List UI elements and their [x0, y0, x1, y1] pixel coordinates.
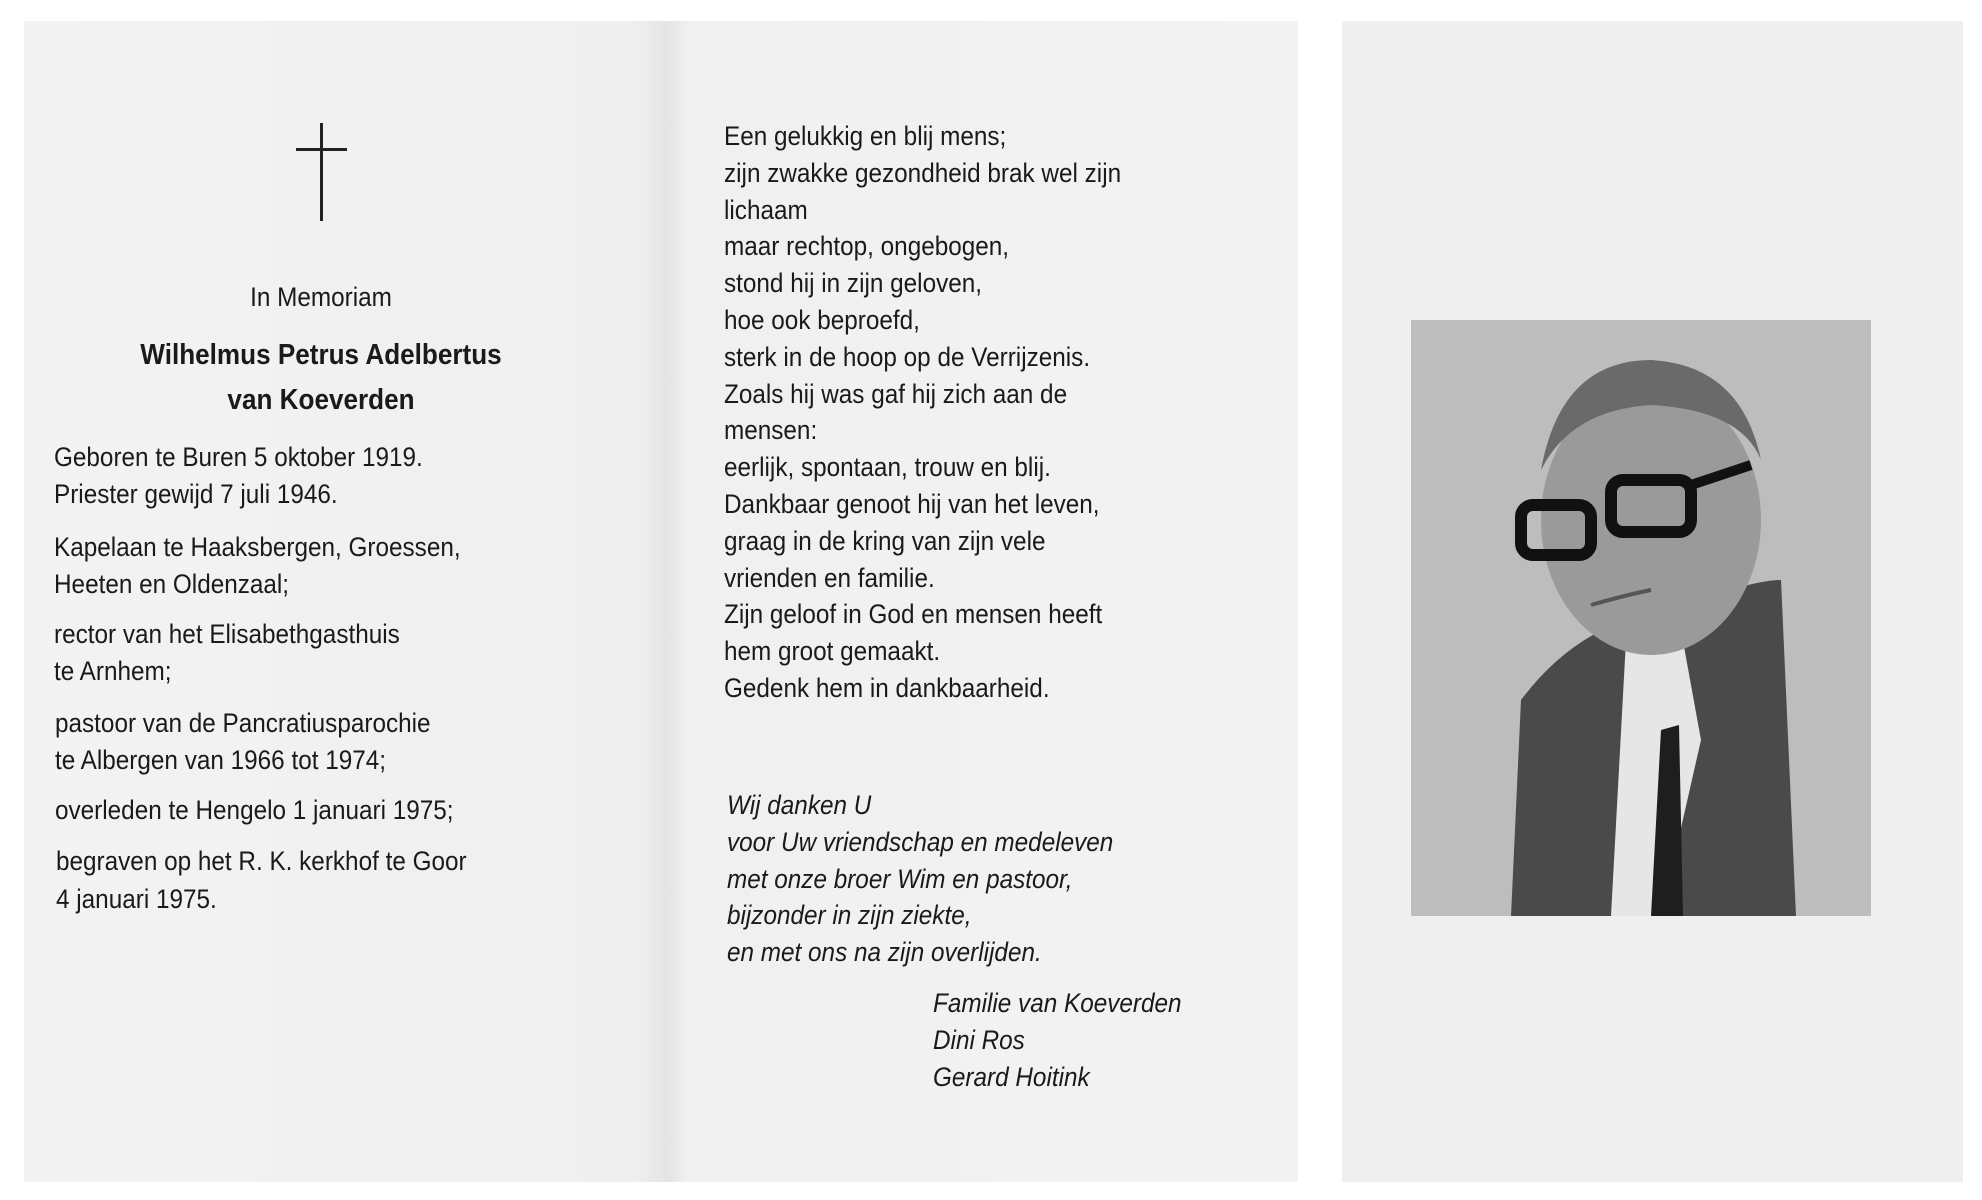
bio-line: begraven op het R. K. kerkhof te Goor — [56, 846, 467, 876]
poem-line: sterk in de hoop op de Verrijzenis. — [724, 341, 1091, 372]
bio-line: 4 januari 1975. — [56, 884, 217, 914]
signatures-line: Familie van Koeverden — [933, 988, 1182, 1018]
thanks-line: bijzonder in zijn ziekte, — [727, 900, 972, 931]
thanks-line: voor Uw vriendschap en medeleven — [727, 826, 1114, 857]
poem-line: lichaam — [724, 194, 808, 225]
bio-line: overleden te Hengelo 1 januari 1975; — [55, 795, 454, 825]
poem-line: zijn zwakke gezondheid brak wel zijn — [724, 157, 1122, 188]
portrait-photo — [1411, 320, 1871, 916]
bio-line: Geboren te Buren 5 oktober 1919. — [54, 442, 423, 472]
poem-line: maar rechtop, ongebogen, — [724, 231, 1010, 262]
bio-line: Kapelaan te Haaksbergen, Groessen, — [54, 532, 461, 562]
deceased-name-line1: Wilhelmus Petrus Adelbertus — [140, 339, 502, 371]
poem-line: Zoals hij was gaf hij zich aan de — [724, 378, 1068, 409]
thanks-line: Wij danken U — [727, 790, 872, 820]
cross-icon-bar — [296, 148, 347, 151]
poem-line: Zijn geloof in God en mensen heeft — [724, 599, 1103, 630]
poem-line: hem groot gemaakt. — [724, 636, 941, 667]
poem-line: vrienden en familie. — [724, 562, 935, 593]
cross-icon — [320, 123, 323, 221]
in-memoriam-heading: In Memoriam — [250, 282, 392, 312]
poem-line: graag in de kring van zijn vele — [724, 525, 1046, 556]
bio-line: te Albergen van 1966 tot 1974; — [55, 745, 387, 775]
bio-line: Heeten en Oldenzaal; — [54, 569, 290, 599]
bio-line: pastoor van de Pancratiusparochie — [55, 708, 431, 738]
bio-line: te Arnhem; — [54, 656, 172, 686]
poem-line: stond hij in zijn geloven, — [724, 268, 983, 299]
poem-line: Een gelukkig en blij mens; — [724, 121, 1007, 151]
poem-line: hoe ook beproefd, — [724, 305, 920, 335]
bio-line: Priester gewijd 7 juli 1946. — [54, 479, 338, 509]
deceased-name-line2: van Koeverden — [227, 384, 415, 416]
poem-line: Dankbaar genoot hij van het leven, — [724, 489, 1100, 519]
poem-line: Gedenk hem in dankbaarheid. — [724, 673, 1050, 703]
signatures-line: Dini Ros — [933, 1024, 1025, 1055]
poem-line: mensen: — [724, 415, 818, 446]
poem-line: eerlijk, spontaan, trouw en blij. — [724, 452, 1051, 483]
thanks-line: met onze broer Wim en pastoor, — [727, 863, 1073, 894]
bio-line: rector van het Elisabethgasthuis — [54, 619, 400, 649]
signatures-line: Gerard Hoitink — [933, 1061, 1090, 1092]
thanks-line: en met ons na zijn overlijden. — [727, 937, 1042, 968]
